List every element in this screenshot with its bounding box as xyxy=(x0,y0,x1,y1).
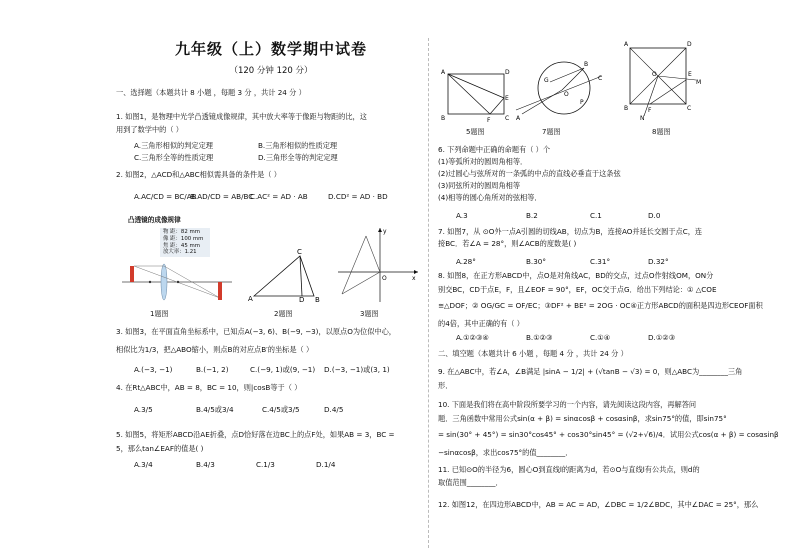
fig8-drawing xyxy=(622,40,702,120)
q8-option-a: A.①②③④ xyxy=(456,333,489,342)
q5-option-d: D.1/4 xyxy=(316,460,336,469)
q6-option-c: C.1 xyxy=(590,211,602,220)
q3-option-c: C.(−9, 1)或(9, −1) xyxy=(250,365,316,374)
q6-option-d: D.0 xyxy=(648,211,661,220)
fig1-row: 像 距：100 mm xyxy=(163,235,204,242)
q10-line1: 10. 下面是我们将在高中阶段所要学习的一个内容，请先阅读这段内容，再解答问 xyxy=(438,400,697,409)
q4-option-b: B.4/5或3/4 xyxy=(196,405,234,414)
q5-option-a: A.3/4 xyxy=(134,460,153,469)
fig5-caption: 5题图 xyxy=(466,128,485,136)
q5-line2: 5，那么tan∠EAF的值是( ) xyxy=(116,444,204,453)
q6-item: (3)同弦所对的圆周角相等 xyxy=(438,181,521,190)
fig5-label: D xyxy=(505,69,510,76)
q7-option-a: A.28° xyxy=(456,257,476,266)
fig7-label: C xyxy=(598,75,603,82)
q10-line2: 题．三角函数中常用公式sin(α + β) = sinαcosβ + cosαsinβ，求sin75°的值，即sin75° xyxy=(438,414,727,423)
fig5-label: A xyxy=(441,69,446,76)
q2-option-b: B.AD/CD = AB/BC xyxy=(190,192,254,201)
q8-line1: 8. 如图8，在正方形ABCD中，点O是对角线AC，BD的交点，过点O作射线OM，ON分 xyxy=(438,271,714,280)
q6-item: (1)等弧所对的圆周角相等． xyxy=(438,157,528,166)
fig1-heading: 凸透镜的成像规律 xyxy=(128,216,181,224)
figure-7-circle xyxy=(514,54,604,124)
q7-option-d: D.32° xyxy=(648,257,669,266)
exam-title: 九年级（上）数学期中试卷 xyxy=(174,40,367,58)
fig8-label: M xyxy=(696,79,702,86)
fig5-label: F xyxy=(487,117,491,124)
fig1-row: 物 距：82 mm xyxy=(163,229,200,235)
fig2-label: C xyxy=(297,248,302,256)
q4-option-a: A.3/5 xyxy=(134,405,153,414)
fig1-row: 放大率：1.21 xyxy=(163,249,197,256)
fig5-drawing xyxy=(440,68,510,124)
fig2-label: D xyxy=(299,296,305,302)
q11-line1: 11. 已知⊙O的半径为6，圆心O到直线l的距离为d，若⊙O与直线l有公共点，则d的 xyxy=(438,465,700,474)
fig2-label: B xyxy=(315,296,320,302)
q5-option-b: B.4/3 xyxy=(196,460,215,469)
fig3-caption: 3题图 xyxy=(360,310,379,318)
fig8-label: B xyxy=(624,105,629,112)
q4-stem: 4. 在Rt△ABC中，AB = 8，BC = 10，则|cosB等于（ ） xyxy=(116,383,302,392)
q2-stem: 2. 如图2，△ACD和△ABC相似需具备的条件是（ ） xyxy=(116,170,281,179)
fig3-label: O xyxy=(382,275,387,282)
fig7-drawing xyxy=(514,54,604,124)
fig8-label: A xyxy=(624,41,629,48)
fig2-label: A xyxy=(248,295,253,302)
fig8-label: D xyxy=(687,41,692,48)
q11-line2: 取值范围________． xyxy=(438,478,503,487)
exam-subtitle: （120 分钟 120 分） xyxy=(229,66,313,76)
q8-option-b: B.①②③ xyxy=(526,333,553,342)
q5-option-c: C.1/3 xyxy=(256,460,275,469)
q8-line3: ≅△DOF；② OG/GC = OF/EC；③DF² + BE² = 2OG · OC④正方形ABCD的面积是四边形CEOF面积 xyxy=(438,301,763,310)
q3-option-d: D.(−3, −1)或(3, 1) xyxy=(324,365,390,374)
fig3-label: x xyxy=(412,275,416,282)
fig1-drawing xyxy=(120,216,234,304)
q7-line2: 接BC．若∠A = 28°，则∠ACB的度数是( ) xyxy=(438,239,577,248)
fig8-label: O xyxy=(652,71,657,78)
q2-option-a: A.AC/CD = BC/AB xyxy=(134,192,197,201)
fig3-label: y xyxy=(383,228,387,235)
figure-2-triangle xyxy=(248,244,324,300)
figure-8-square xyxy=(622,40,702,120)
q2-option-c: C.AC² = AD · AB xyxy=(250,192,308,201)
q1-line2: 用到了数学中的（ ） xyxy=(116,125,183,134)
q1-option-d: D.三角形全等的判定定理 xyxy=(258,153,338,162)
q3-option-a: A.(−3, −1) xyxy=(134,365,173,374)
q8-option-c: C.①④ xyxy=(590,333,611,342)
section-choice-heading: 一、选择题（本题共计 8 小题 ，每题 3 分 ，共计 24 分 ） xyxy=(116,88,306,97)
fig7-label: P xyxy=(580,99,584,106)
fig7-label: G xyxy=(544,77,549,84)
q6-item: (2)过圆心与弦所对的一条弧的中点的直线必垂直于这条弦 xyxy=(438,169,621,178)
fig1-caption: 1题图 xyxy=(150,310,169,318)
q1-option-b: B.三角形相似的性质定理 xyxy=(258,141,338,150)
q8-line2: 别交BC，CD于点E，F，且∠EOF = 90°，EF，OC交于点G．给出下列结论：① △COE xyxy=(438,285,717,294)
fig5-label: B xyxy=(441,115,446,122)
q10-line3: = sin(30° + 45°) = sin30°cos45° + cos30°sin45° = (√2+√6)/4．试用公式cos(α + β) = cosαsinβ xyxy=(438,430,779,439)
q4-option-d: D.4/5 xyxy=(324,405,344,414)
fig7-caption: 7题图 xyxy=(542,128,561,136)
fig7-label: B xyxy=(584,61,589,68)
fig3-drawing xyxy=(336,224,420,304)
q9-line2: 形． xyxy=(438,381,453,390)
fig5-label: C xyxy=(505,115,510,122)
q1-option-c: C.三角形全等的性质定理 xyxy=(134,153,214,162)
fig8-caption: 8题图 xyxy=(652,128,671,136)
q3-line2: 相似比为1/3，把△ABO缩小，则点B的对应点B′的坐标是（ ） xyxy=(116,345,314,354)
figure-5-rectangle xyxy=(440,68,510,122)
fig5-label: E xyxy=(505,95,509,102)
column-divider xyxy=(428,38,429,548)
q8-line4: 的4倍，其中正确的有（ ） xyxy=(438,319,524,328)
fig1-row: 焦 距：45 mm xyxy=(163,242,200,249)
q6-option-b: B.2 xyxy=(526,211,538,220)
fig8-label: N xyxy=(640,115,645,120)
q6-option-a: A.3 xyxy=(456,211,468,220)
fig7-label: O xyxy=(564,91,569,98)
q1-line1: 1. 如图1，是物理中光学凸透镜成像规律，其中放大率等于像距与物距的比，这 xyxy=(116,112,367,121)
figure-3-axes xyxy=(336,224,420,304)
q3-option-b: B.(−1, 2) xyxy=(196,365,229,374)
q6-item: (4)相等的圆心角所对的弦相等． xyxy=(438,193,542,202)
q1-option-a: A.三角形相似的判定定理 xyxy=(134,141,213,150)
q3-line1: 3. 如图3，在平面直角坐标系中，已知点A(−3, 6)、B(−9, −3)，以原点O为位似中心， xyxy=(116,327,396,336)
fig8-label: F xyxy=(648,107,652,114)
fig2-drawing xyxy=(248,244,324,302)
fig2-caption: 2题图 xyxy=(274,310,293,318)
q10-line4: −sinαcosβ，求出cos75°的值________． xyxy=(438,448,573,457)
q7-option-c: C.31° xyxy=(590,257,611,266)
figure-1-lens xyxy=(120,216,234,304)
q7-option-b: B.30° xyxy=(526,257,546,266)
q4-option-c: C.4/5或3/5 xyxy=(262,405,300,414)
q8-option-d: D.①②③ xyxy=(648,333,676,342)
fig7-label: A xyxy=(516,115,521,122)
q2-option-d: D.CD² = AD · BD xyxy=(328,192,388,201)
q6-stem: 6. 下列命题中正确的命题有（ ）个 xyxy=(438,145,551,154)
q12-text: 12. 如图12，在四边形ABCD中，AB = AC = AD，∠DBC = 1/2∠BDC，其中∠DAC = 25°，那么 xyxy=(438,500,759,509)
q5-line1: 5. 如图5，将矩形ABCD沿AE折叠，点D恰好落在边BC上的点F处，如果AB = 3，BC = xyxy=(116,430,395,439)
q7-line1: 7. 如图7，从 ⊙O外一点A引圆的切线AB，切点为B，连接AO并延长交圆于点C，连 xyxy=(438,227,703,236)
fig8-label: E xyxy=(688,71,692,78)
q9-text: 9. 在△ABC中，若∠A，∠B满足 |sinA − 1/2| + (√tanB − √3) = 0，则△ABC为________三角 xyxy=(438,367,743,376)
fig8-label: C xyxy=(687,105,692,112)
section-fill-heading: 二、填空题（本题共计 6 小题 ，每题 4 分 ，共计 24 分 ） xyxy=(438,349,628,358)
